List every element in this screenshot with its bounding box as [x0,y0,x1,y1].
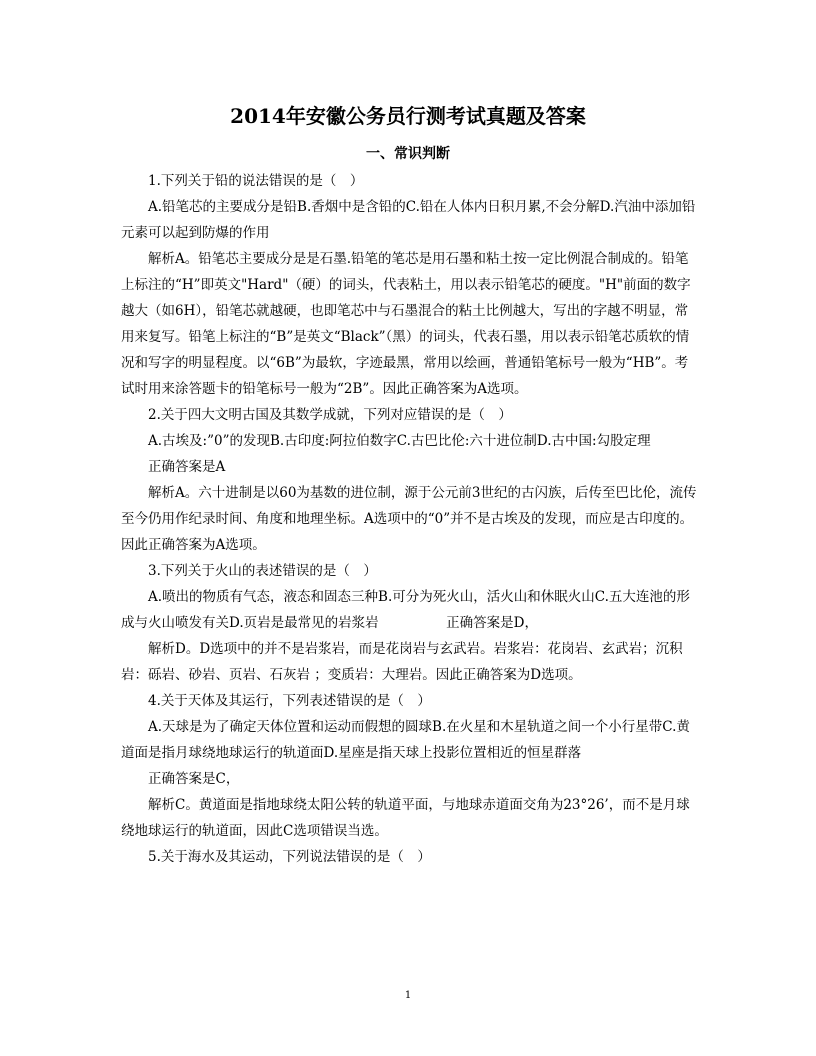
question-1-analysis: 解析A。铅笔芯主要成分是是石墨.铅笔的笔芯是用石墨和粘土按一定比例混合制成的。铅笔上标注的“H”即英文"Hard"（硬）的词头，代表粘土，用以表示铅笔芯的硬度。"H"前面的数字越大（如6H），铅笔芯就越硬，也即笔芯中与石墨混合的粘土比例越大，写出的字越不明显，常用来复写。铅笔上标注的“B”是英文“Black”（黑）的词头，代表石墨，用以表示铅笔芯质软的情况和写字的明显程度。以“6B”为最软，字迹最黑，常用以绘画，普通铅笔标号一般为“HB”。考试时用来涂答题卡的铅笔标号一般为“2B”。因此正确答案为A选项。 [121,251,691,397]
section-heading: 一、常识判断 [366,146,450,162]
question-3: 3.下列关于火山的表述错误的是（ ） [148,563,377,579]
document-title: 2014年安徽公务员行测考试真题及答案 [230,104,586,128]
question-4: 4.关于天体及其运行，下列表述错误的是（ ） [148,693,431,709]
page-number: 1 [404,990,412,1001]
question-2-answer: 正确答案是A [148,459,226,475]
question-5: 5.关于海水及其运动，下列说法错误的是（ ） [148,849,431,865]
question-3-analysis: 解析D。D选项中的并不是岩浆岩，而是花岗岩与玄武岩。岩浆岩：花岗岩、玄武岩；沉积岩：砾岩、砂岩、页岩、石灰岩 ；变质岩：大理岩。因此正确答案为D选项。 [121,641,683,683]
question-2-options: A.古埃及:”0”的发现B.古印度:阿拉伯数字C.古巴比伦:六十进位制D.古中国:勾股定理 [148,433,651,449]
question-4-answer: 正确答案是C， [148,771,240,787]
question-2: 2.关于四大文明古国及其数学成就，下列对应错误的是（ ） [148,407,512,423]
question-4-options: A.天球是为了确定天体位置和运动而假想的圆球B.在火星和木星轨道之间一个小行星带C.黄道面是指月球绕地球运行的轨道面D.星座是指天球上投影位置相近的恒星群落 [121,719,690,761]
question-1: 1.下列关于铅的说法错误的是（ ） [148,173,364,189]
question-2-analysis: 解析A。六十进制是以60为基数的进位制，源于公元前3世纪的古闪族，后传至巴比伦，流传至今仍用作纪录时间、角度和地理坐标。A选项中的“0”并不是古埃及的发现，而应是古印度的。因此正确答案为A选项。 [121,485,697,553]
question-1-options: A.铅笔芯的主要成分是铅B.香烟中是含铅的C.铅在人体内日积月累,不会分解D.汽油中添加铅元素可以起到防爆的作用 [121,199,696,241]
question-3-options: A.喷出的物质有气态，液态和固态三种B.可分为死火山，活火山和休眠火山C.五大连池的形成与火山喷发有关D.页岩是最常见的岩浆岩 正确答案是D， [121,589,690,631]
question-4-analysis: 解析C。黄道面是指地球绕太阳公转的轨道平面，与地球赤道面交角为23°26’，而不是月球绕地球运行的轨道面，因此C选项错误当选。 [121,797,690,839]
document-body [121,168,699,870]
